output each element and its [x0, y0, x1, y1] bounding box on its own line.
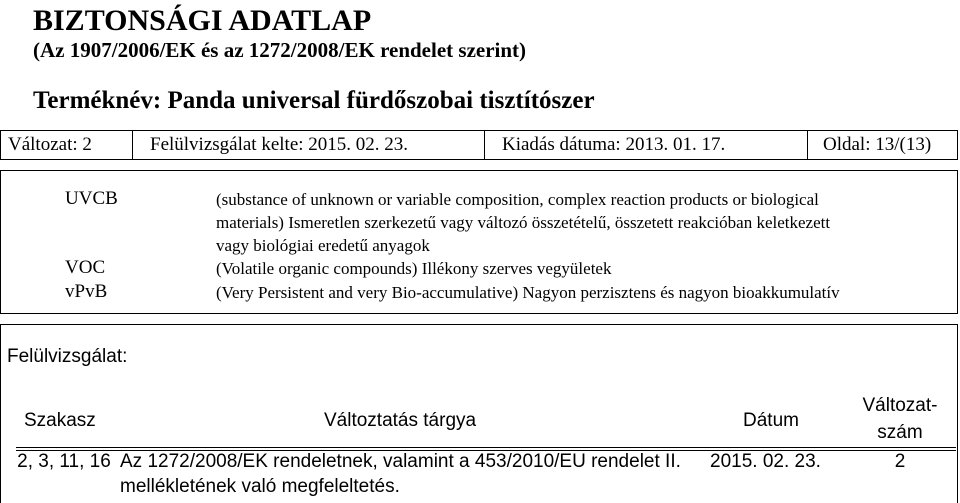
abbreviation-definition-uvcb-line-1: (substance of unknown or variable composition, complex reaction products or biological: [216, 190, 819, 209]
table-cell-version: 2: [894, 451, 906, 472]
info-divider: [807, 131, 808, 159]
header-divider: [16, 447, 956, 448]
column-header-section: Szakasz: [24, 410, 96, 431]
abbreviation-definition-uvcb-line-2: materials) Ismeretlen szerkezetű vagy változó összetételű, összetett reakcióban keletkezett: [216, 213, 831, 232]
product-name: Terméknév: Panda universal fürdőszobai tisztítószer: [33, 87, 595, 114]
abbreviation-code-voc: VOC: [65, 257, 106, 278]
column-header-date: Dátum: [743, 410, 799, 431]
abbreviation-code-uvcb: UVCB: [65, 188, 118, 209]
info-divider: [132, 131, 133, 159]
document-title: BIZTONSÁGI ADATLAP: [33, 4, 372, 37]
table-cell-section: 2, 3, 11, 16: [17, 451, 111, 472]
review-date-info: Felülvizsgálat kelte: 2015. 02. 23.: [150, 134, 409, 155]
document-subtitle: (Az 1907/2006/EK és az 1272/2008/EK rendelet szerint): [33, 38, 527, 62]
revision-table: [16, 392, 956, 503]
abbreviation-definition-vpvb: (Very Persistent and very Bio-accumulative) Nagyon perzisztens és nagyon bioakkumulatív: [216, 283, 840, 302]
column-header-version: Változat-szám: [862, 395, 938, 443]
table-cell-subject: Az 1272/2008/EK rendeletnek, valamint a 453/2010/EU rendelet II. mellékletének való megfeleltetés.: [120, 451, 681, 497]
version-info: Változat: 2: [8, 134, 92, 155]
page-number-info: Oldal: 13/(13): [823, 134, 932, 155]
document-info-bar: [0, 130, 958, 160]
abbreviation-definition-uvcb-line-3: vagy biológiai eredetű anyagok: [216, 236, 430, 255]
review-heading: Felülvizsgálat:: [7, 346, 128, 367]
table-cell-date: 2015. 02. 23.: [710, 451, 821, 472]
abbreviation-code-vpvb: vPvB: [65, 281, 108, 302]
abbreviation-definition-voc: (Volatile organic compounds) Illékony szerves vegyületek: [216, 259, 612, 278]
issue-date-info: Kiadás dátuma: 2013. 01. 17.: [502, 134, 726, 155]
info-divider: [484, 131, 485, 159]
column-header-subject: Változtatás tárgya: [324, 410, 477, 431]
abbreviations-section: [0, 170, 958, 314]
